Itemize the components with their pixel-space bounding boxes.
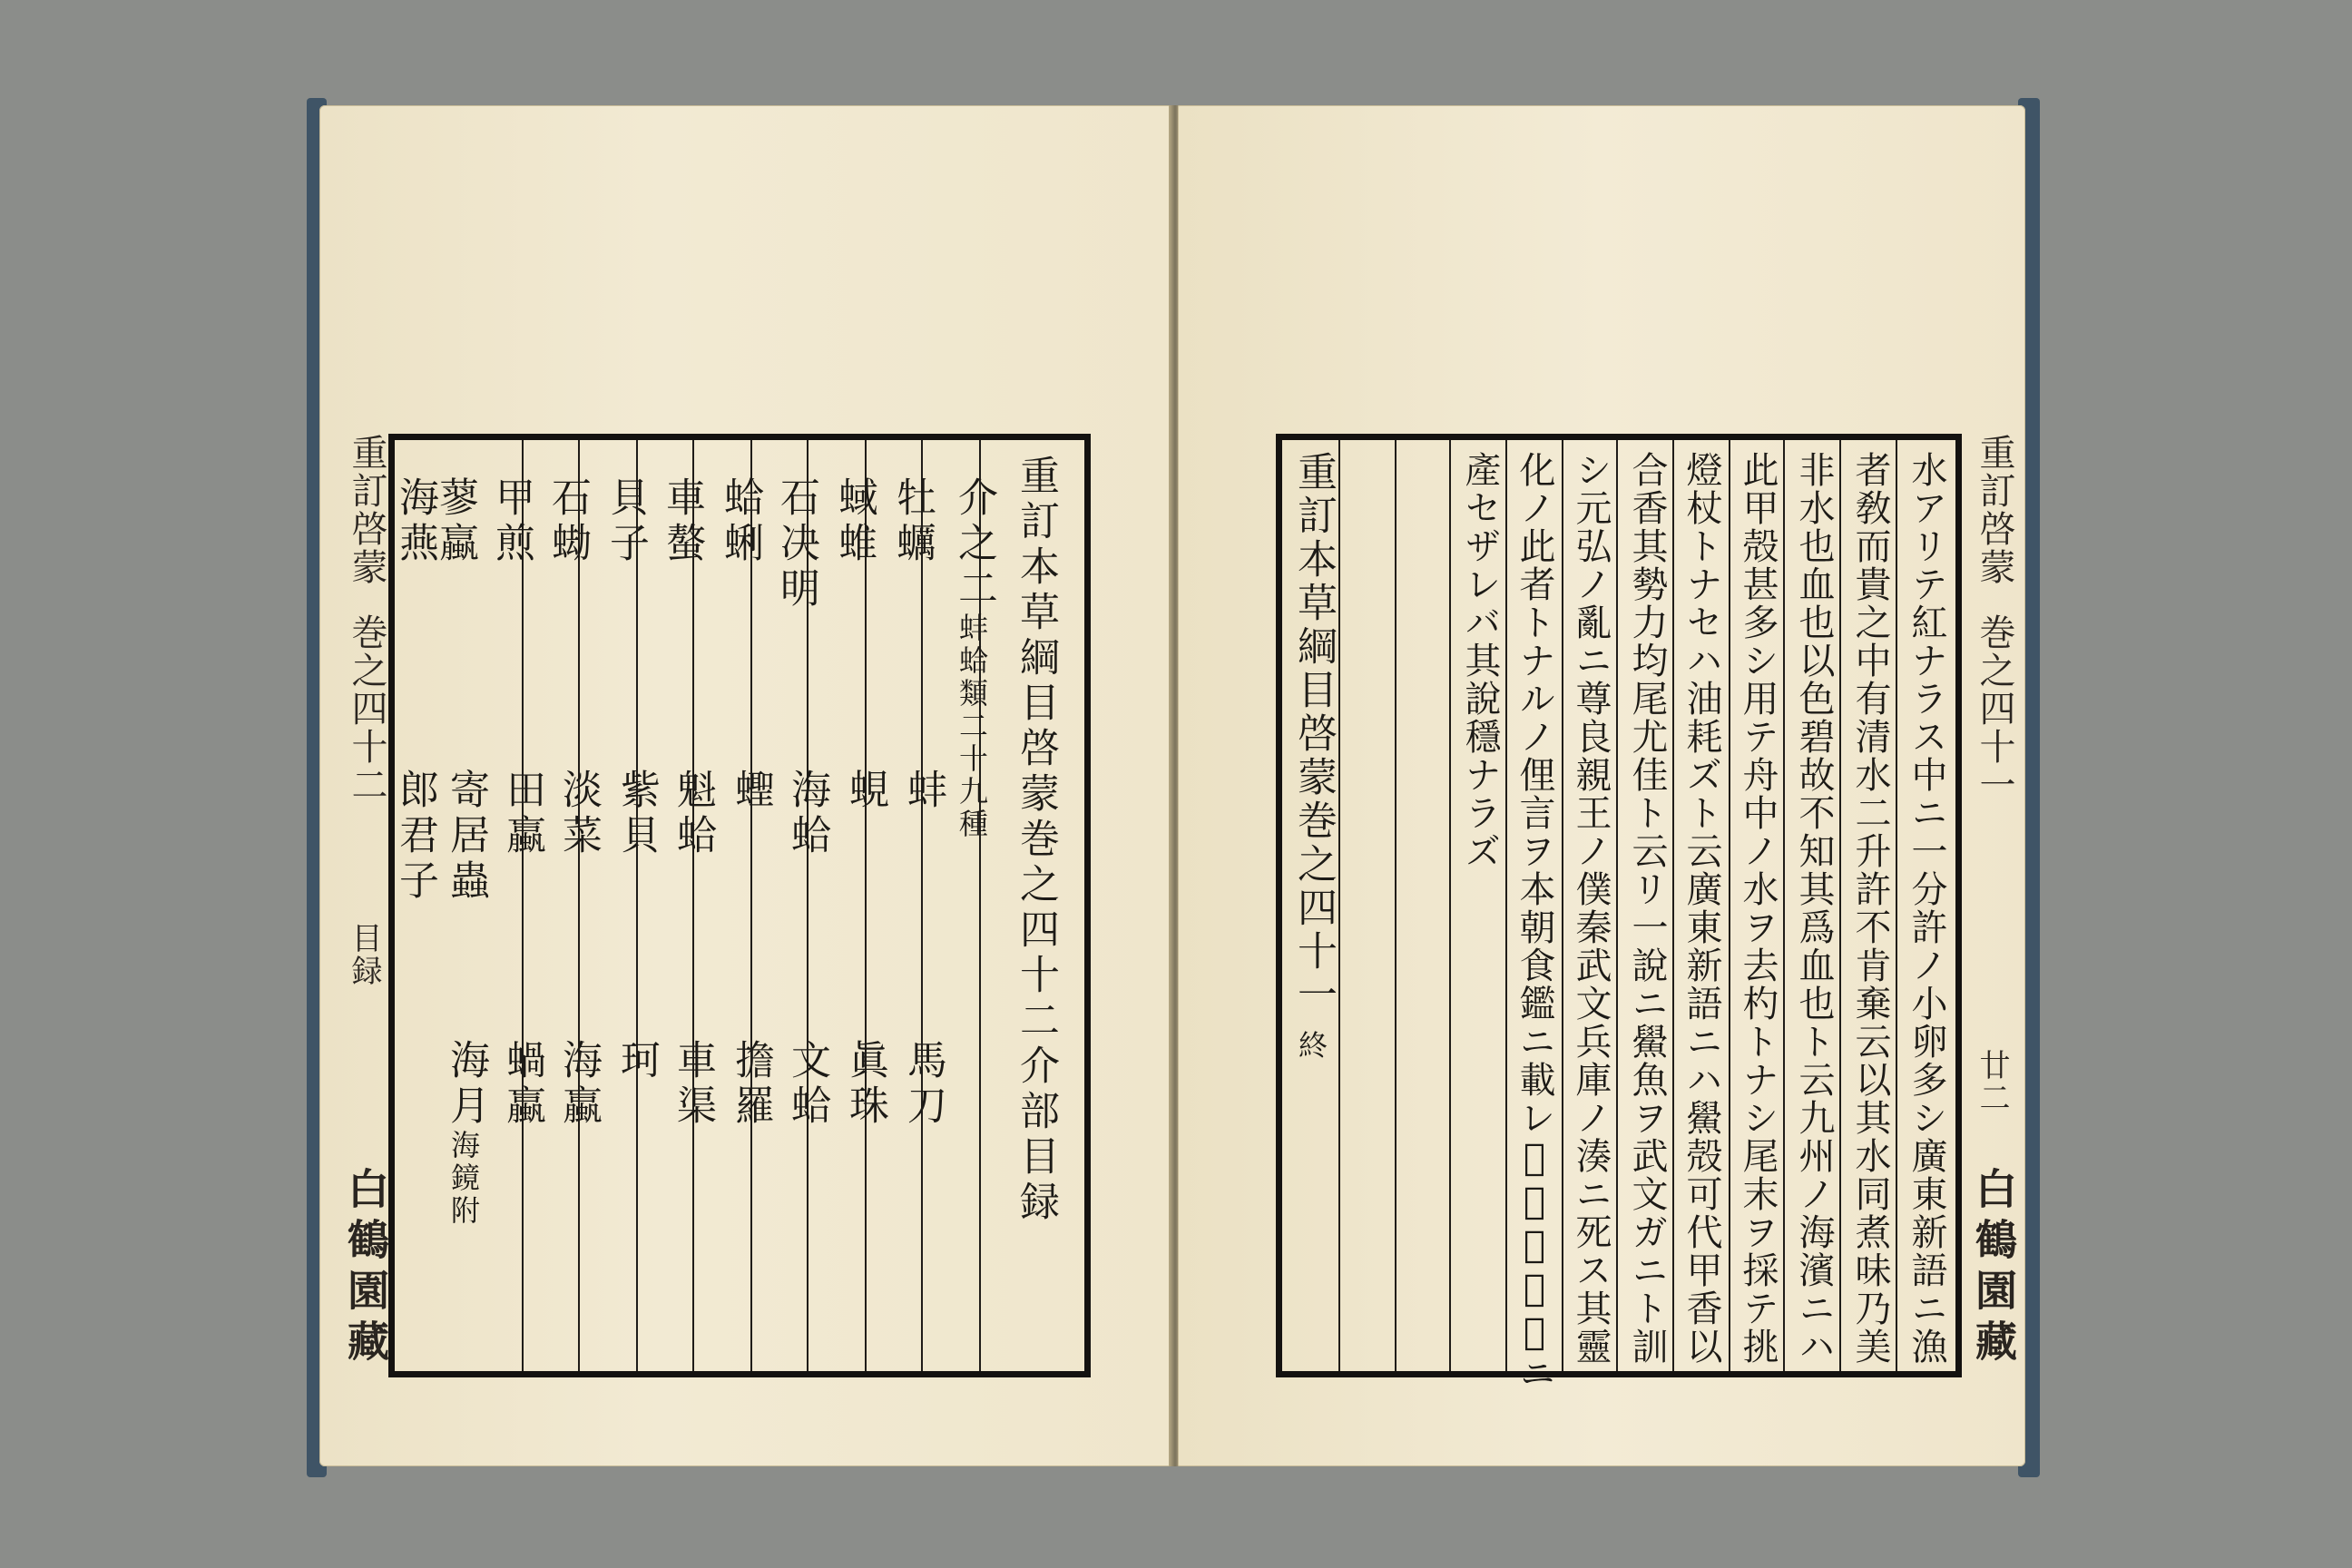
open-book: [307, 98, 2040, 1477]
entry-bottom: 車渠: [670, 1039, 716, 1130]
entry-mid: 蟶: [728, 769, 774, 814]
text-line: 水アリテ紅ナラス中ニ一分許ノ小卵多シ廣東新語ニ漁: [1906, 451, 1947, 1366]
entry-bottom: 馬刀: [900, 1039, 946, 1130]
entry-mid: 郎君子: [392, 769, 438, 905]
right-edge-volume: 巻之四十一: [1974, 613, 2015, 804]
entry-bottom: 文蛤: [784, 1039, 830, 1130]
entry-top: 石决明: [773, 476, 819, 612]
entry-bottom: 海蠃: [555, 1039, 602, 1130]
entry-note: 海鏡附: [446, 1130, 481, 1228]
right-edge-seal: 白鶴園藏: [1969, 1167, 2018, 1370]
entry-top: 貝子: [603, 476, 649, 567]
entry-top: 海燕: [392, 476, 438, 567]
right-text-frame: [1276, 434, 1962, 1393]
entry-top: 蜮蜼: [831, 476, 877, 567]
entry-top: 甲煎: [488, 476, 534, 567]
entry-top: 車螯: [659, 476, 705, 567]
right-edge-folio: 廿二: [1974, 1049, 2010, 1114]
entry-mid: 魁蛤: [670, 769, 716, 859]
left-edge-section: 目録: [346, 922, 382, 987]
left-page-title: 重訂本草綱目啓蒙巻之四十二介部目録: [1013, 455, 1059, 1226]
text-line: 產セザレバ其說穩ナラズ: [1459, 451, 1501, 870]
entry-bottom: 海月: [443, 1039, 489, 1130]
left-section-heading: 介之二: [951, 476, 997, 612]
entry-mid: 寄居蟲: [443, 769, 489, 905]
entry-top: 牡蠣: [889, 476, 936, 567]
text-line: 非水也血也以色碧故不知其爲血也ト云九州ノ海濱ニハ: [1793, 451, 1835, 1366]
entry-mid: 紫貝: [613, 769, 660, 859]
entry-top: 石蜐: [544, 476, 591, 567]
right-page: [1178, 105, 2025, 1466]
volume-end-mark: 終: [1294, 1030, 1328, 1063]
volume-end-title: 重訂本草綱目啓蒙巻之四十一: [1290, 451, 1337, 1017]
text-line: 合香其勢力均尾尤佳ト云リ一說ニ鱟魚ヲ武文ガニト訓: [1626, 451, 1668, 1366]
left-text-frame: [388, 434, 1091, 1377]
entry-bottom: 擔羅: [728, 1039, 774, 1130]
text-line: 化ノ此者トナルノ俚言ヲ本朝食鑑ニ載レ𪜈此品攝州ニ: [1514, 451, 1555, 1393]
entry-mid: 蜆: [842, 769, 888, 814]
left-page: [319, 105, 1172, 1466]
entry-mid: 蚌: [900, 769, 946, 814]
text-line: 此甲殻甚多シ用テ舟中ノ水ヲ去杓トナシ尾末ヲ採テ挑: [1737, 451, 1779, 1366]
right-edge-title: 重訂啓蒙: [1974, 434, 2015, 586]
text-line: 燈杖トナセハ油耗ズト云廣東新語ニハ鱟殻可代甲香以: [1681, 451, 1722, 1366]
entry-bottom: 珂: [613, 1039, 660, 1084]
entry-mid: 海蛤: [784, 769, 830, 859]
left-section-note: 蚌蛤類二十九種: [955, 612, 989, 841]
entry-mid: 淡菜: [555, 769, 602, 859]
text-line: 者敎而貴之中有清水二升許不肯棄云以其水同煮味乃美: [1849, 451, 1891, 1366]
left-edge-title: 重訂啓蒙: [346, 434, 387, 586]
entry-mid: 田蠃: [499, 769, 545, 859]
left-edge-volume: 巻之四十二: [346, 613, 387, 804]
entry-top: 蓼蠃: [432, 476, 478, 567]
entry-top: 蛤蜊: [717, 476, 763, 567]
left-edge-seal: 白鶴園藏: [341, 1167, 390, 1370]
entry-bottom: 蝸蠃: [499, 1039, 545, 1130]
entry-bottom: 眞珠: [842, 1039, 888, 1130]
text-line: シ元弘ノ亂ニ尊良親王ノ僕秦武文兵庫ノ湊ニ死ス其靈: [1570, 451, 1612, 1366]
